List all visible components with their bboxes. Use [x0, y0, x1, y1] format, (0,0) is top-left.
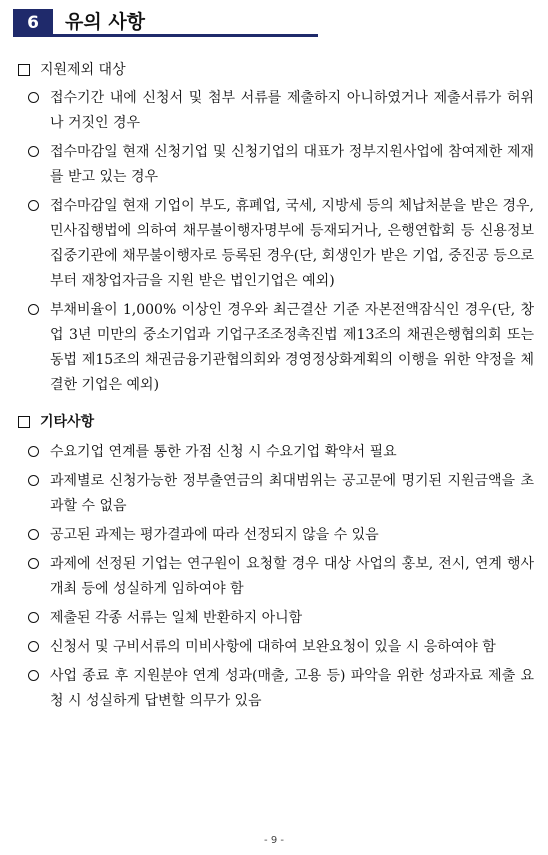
section-title: 유의 사항: [65, 11, 146, 33]
circle-bullet-icon: [28, 92, 39, 103]
circle-bullet-icon: [28, 670, 39, 681]
checkbox-square-icon: [18, 416, 30, 428]
group-heading-exclusion: [16, 58, 534, 82]
list-item: [16, 298, 534, 398]
list-item-text: 수요기업 연계를 통한 가점 신청 시 수요기업 확약서 필요: [50, 444, 397, 460]
circle-bullet-icon: [28, 475, 39, 486]
list-item-text: 과제별로 신청가능한 정부출연금의 최대범위는 공고문에 명기된 지원금액을 초과할 수 없음: [50, 473, 534, 514]
list-item: [16, 440, 534, 465]
section-number-badge: 6: [13, 9, 53, 37]
list-item: [16, 552, 534, 602]
document-body: [16, 58, 534, 718]
list-item-text: 접수기간 내에 신청서 및 첨부 서류를 제출하지 아니하였거나 제출서류가 허위나 거짓인 경우: [50, 90, 534, 131]
circle-bullet-icon: [28, 641, 39, 652]
list-item-text: 접수마감일 현재 신청기업 및 신청기업의 대표가 정부지원사업에 참여제한 제재를 받고 있는 경우: [50, 144, 534, 185]
list-item-text: 부채비율이 1,000% 이상인 경우와 최근결산 기준 자본전액잠식인 경우(단, 창업 3년 미만의 중소기업과 기업구조조정촉진법 제13조의 채권은행협의회 또는 동법 제15조의 채권금융기관협의회와 경영정상화계획의 이행을 위한 약정을 체결한 기업은 예외): [50, 302, 534, 393]
list-item-text: 과제에 선정된 기업는 연구원이 요청할 경우 대상 사업의 홍보, 전시, 연계 행사 개최 등에 성실하게 임하여야 함: [50, 556, 534, 597]
list-item-text: 제출된 각종 서류는 일체 반환하지 아니함: [50, 610, 303, 626]
list-item: [16, 606, 534, 631]
list-item-text: 접수마감일 현재 기업이 부도, 휴폐업, 국세, 지방세 등의 체납처분을 받은 경우, 민사집행법에 의하여 채무불이행자명부에 등재되거나, 은행연합회 등 신용정보 집중기관에 채무불이행자로 등록된 경우(단, 회생인가 받은 기업, 중진공 등으로부터 재창업자금을 지원 받은 법인기업은 예외): [50, 198, 534, 289]
list-item: [16, 635, 534, 660]
circle-bullet-icon: [28, 304, 39, 315]
section-header: [13, 9, 318, 37]
list-item-text: 공고된 과제는 평가결과에 따라 선정되지 않을 수 있음: [50, 527, 379, 543]
list-item: [16, 469, 534, 519]
circle-bullet-icon: [28, 446, 39, 457]
list-item: [16, 86, 534, 136]
group-heading-label: 지원제외 대상: [40, 62, 126, 78]
list-item-text: 신청서 및 구비서류의 미비사항에 대하여 보완요청이 있을 시 응하여야 함: [50, 639, 496, 655]
circle-bullet-icon: [28, 612, 39, 623]
circle-bullet-icon: [28, 200, 39, 211]
circle-bullet-icon: [28, 558, 39, 569]
list-item: [16, 523, 534, 548]
circle-bullet-icon: [28, 146, 39, 157]
group-heading-other: [16, 410, 534, 434]
circle-bullet-icon: [28, 529, 39, 540]
section-underline: [53, 34, 318, 37]
list-item-text: 사업 종료 후 지원분야 연계 성과(매출, 고용 등) 파악을 위한 성과자료 제출 요청 시 성실하게 답변할 의무가 있음: [50, 668, 534, 709]
page-number: - 9 -: [264, 835, 284, 846]
group-heading-label: 기타사항: [40, 414, 95, 430]
list-item: [16, 664, 534, 714]
checkbox-square-icon: [18, 64, 30, 76]
list-item: [16, 194, 534, 294]
list-item: [16, 140, 534, 190]
